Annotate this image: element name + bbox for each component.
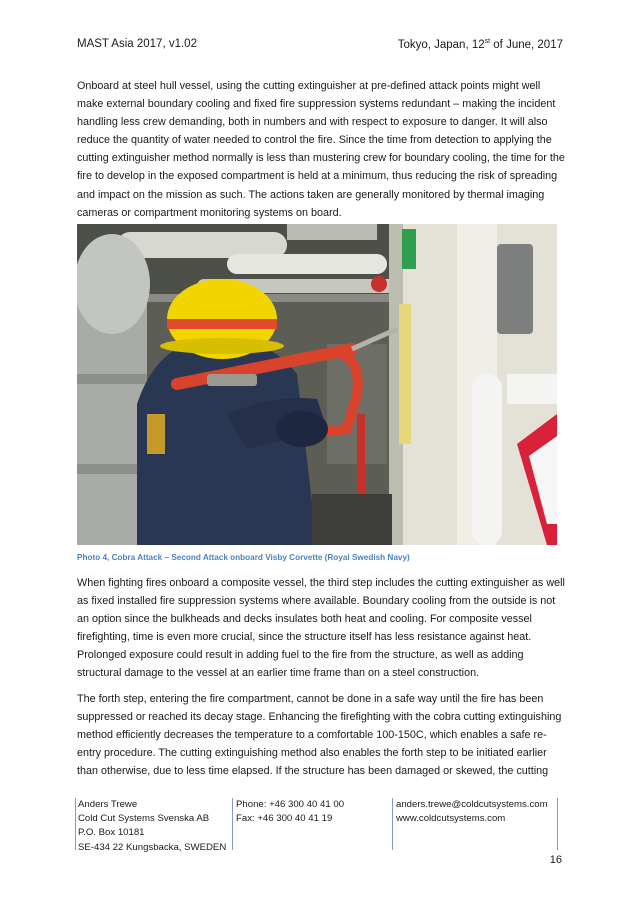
- body-paragraph-1: Onboard at steel hull vessel, using the cutting extinguisher at pre-defined attack points might well make external boundary cooling and fixed fire suppression systems redundant – making the incident handling less crew demanding, both in numbers and with respect to exposure to danger. It will also reduce the quantity of water needed to control the fire. Since the time from detection to applying the cutting extinguisher method normally is less than mustering crew for boundary cooling, the time for the fire to develop in the exposed compartment is held at a minimum, thus reducing the risk of spreading and impact on the mission as such. The actions taken are generally monitored by thermal imaging cameras or compartment monitoring systems on board.: [77, 80, 565, 219]
- footer-company: Cold Cut Systems Svenska AB: [78, 813, 210, 825]
- body-paragraph-3: The forth step, entering the fire compartment, cannot be done in a safe way until the fire has been suppressed or reached its decay stage. Enhancing the firefighting with the cobra cutting extinguishing method efficiently decreases the temperature to a comfortable 100-150C, which enables a safe re-entry procedure. The cutting extinguishing method also enables the forth step to be initiated earlier than otherwise, due to less time elapsed. If the structure has been damaged or skewed, the cutting: [77, 693, 562, 778]
- footer-name: Anders Trewe: [78, 799, 138, 810]
- footer-website-link[interactable]: www.coldcutsystems.com: [396, 813, 506, 825]
- footer-divider-1: [75, 798, 76, 850]
- footer-fax: Fax: +46 300 40 41 19: [236, 813, 333, 825]
- footer-divider-4: [557, 798, 558, 850]
- footer-box: P.O. Box 10181: [78, 827, 145, 839]
- footer-contact: [396, 798, 548, 826]
- header-date: Tokyo, Japan, 12st of June, 2017: [397, 38, 563, 51]
- footer-divider-3: [392, 798, 393, 850]
- footer-city: SE-434 22 Kungsbacka, SWEDEN: [78, 841, 227, 853]
- footer-divider-2: [232, 798, 233, 850]
- footer-phone-fax: [236, 798, 344, 826]
- photo-firefighter-cobra-attack: [77, 224, 557, 545]
- page-number: 16: [549, 854, 562, 866]
- footer-phone: Phone: +46 300 40 41 00: [236, 799, 345, 810]
- body-paragraph-2: When fighting fires onboard a composite vessel, the third step includes the cutting extinguisher as well as fixed installed fire suppression systems where available. Boundary cooling from the outside is not an option since the bulkheads and decks insulates both heat and cooling. For composite vessel firefighting, time is even more crucial, since the structure itself has less resistance against heat. Prolonged exposure could result in adding fuel to the fire from the structure, as well as adding structural damage to the vessel at an earlier time frame than on a steel construction.: [77, 577, 565, 680]
- footer-address: [78, 798, 226, 855]
- photo-caption: Photo 4, Cobra Attack – Second Attack onboard Visby Corvette (Royal Swedish Navy): [77, 553, 410, 562]
- photo-illustration: [77, 224, 557, 545]
- header-title: MAST Asia 2017, v1.02: [77, 38, 197, 50]
- footer-email-link[interactable]: anders.trewe@coldcutsystems.com: [396, 799, 548, 810]
